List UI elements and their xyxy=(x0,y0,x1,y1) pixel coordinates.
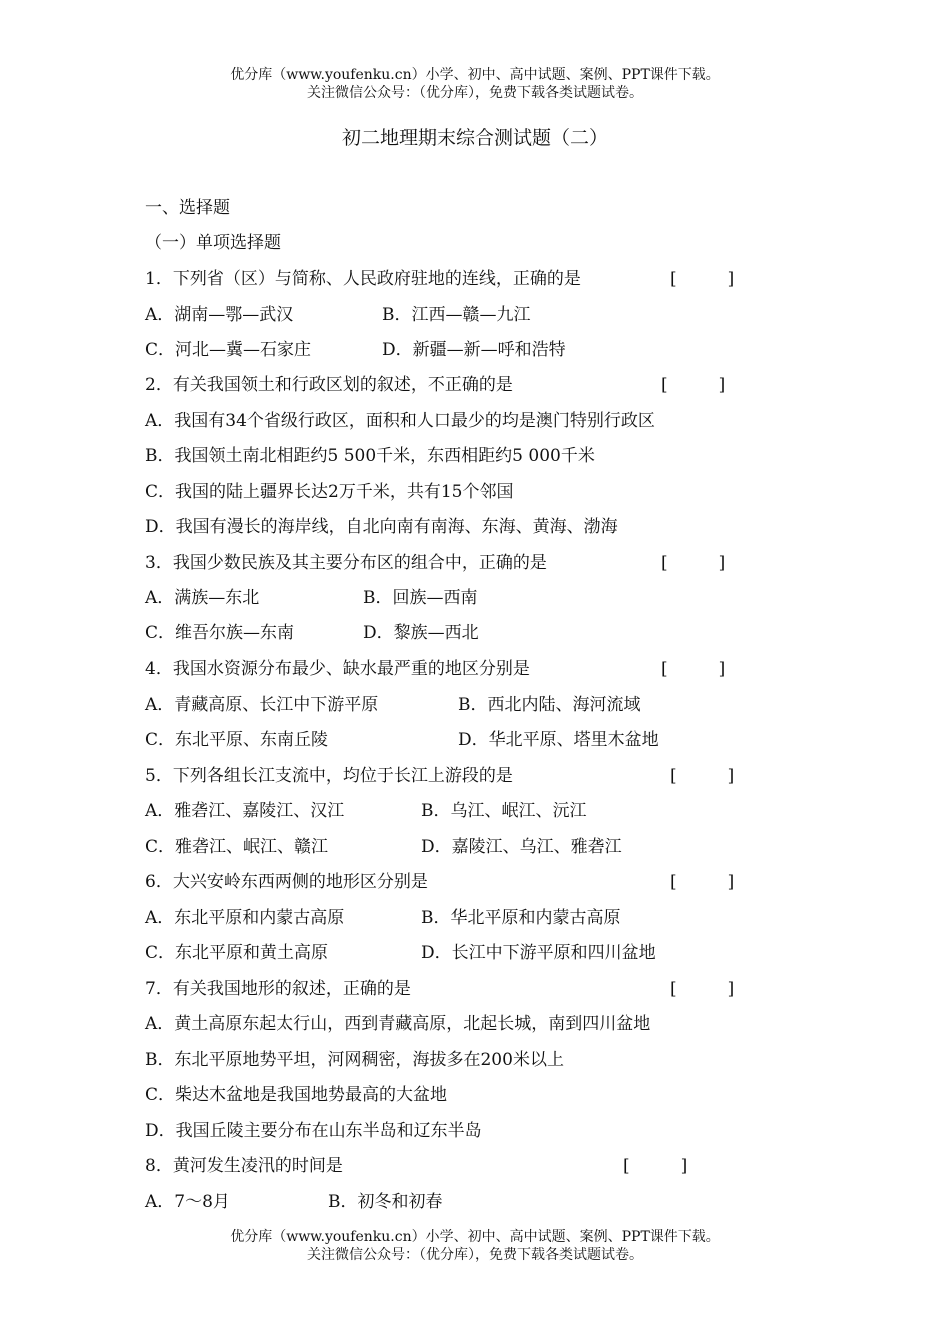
subsection-heading: （一）单项选择题 xyxy=(145,233,281,253)
question-stem: 3．我国少数民族及其主要分布区的组合中，正确的是 xyxy=(145,553,547,573)
option: B．江西—赣—九江 xyxy=(382,305,531,325)
question-stem: 5．下列各组长江支流中，均位于长江上游段的是 xyxy=(145,766,513,786)
option-row xyxy=(145,800,745,822)
option: C．东北平原和黄土高原 xyxy=(145,943,329,963)
option: D．嘉陵江、乌江、雅砻江 xyxy=(421,837,622,857)
option: B．华北平原和内蒙古高原 xyxy=(421,908,621,928)
option-row xyxy=(145,694,745,716)
question-5 xyxy=(145,765,745,787)
option: B．西北内陆、海河流域 xyxy=(458,695,641,715)
option: D．黎族—西北 xyxy=(363,623,479,643)
answer-bracket: [ ] xyxy=(670,872,735,892)
page-header xyxy=(0,66,950,102)
question-3 xyxy=(145,552,745,574)
option: A．黄土高原东起太行山，西到青藏高原，北起长城，南到四川盆地 xyxy=(145,1014,651,1034)
option: D．我国丘陵主要分布在山东半岛和辽东半岛 xyxy=(145,1121,482,1141)
footer-line-2: 关注微信公众号：（优分库），免费下载各类试题试卷。 xyxy=(307,1247,643,1263)
answer-bracket: [ ] xyxy=(661,553,726,573)
question-1 xyxy=(145,268,745,290)
option-row xyxy=(145,1191,745,1213)
option: A．满族—东北 xyxy=(145,588,260,608)
option: C．河北—冀—石家庄 xyxy=(145,340,312,360)
answer-bracket: [ ] xyxy=(670,979,735,999)
option: B．东北平原地势平坦，河网稠密，海拔多在200米以上 xyxy=(145,1050,564,1070)
question-4 xyxy=(145,658,745,680)
question-2 xyxy=(145,374,745,396)
option: B．回族—西南 xyxy=(363,588,478,608)
option: D．华北平原、塔里木盆地 xyxy=(458,730,659,750)
page-footer xyxy=(0,1228,950,1264)
answer-bracket: [ ] xyxy=(670,269,735,289)
option: B．我国领土南北相距约5 500千米，东西相距约5 000千米 xyxy=(145,446,595,466)
option: A．雅砻江、嘉陵江、汉江 xyxy=(145,801,345,821)
option: D．我国有漫长的海岸线，自北向南有南海、东海、黄海、渤海 xyxy=(145,517,618,537)
question-stem: 6．大兴安岭东西两侧的地形区分别是 xyxy=(145,872,428,892)
footer-line-1: 优分库（www.youfenku.cn）小学、初中、高中试题、案例、PPT课件下载。 xyxy=(230,1229,720,1245)
option: C．雅砻江、岷江、赣江 xyxy=(145,837,329,857)
header-line-2: 关注微信公众号：（优分库），免费下载各类试题试卷。 xyxy=(307,85,643,101)
option-row xyxy=(145,622,745,644)
option: A．东北平原和内蒙古高原 xyxy=(145,908,345,928)
question-6 xyxy=(145,871,745,893)
option-row xyxy=(145,836,745,858)
answer-bracket: [ ] xyxy=(661,375,726,395)
option: C．维吾尔族—东南 xyxy=(145,623,295,643)
option: A．我国有34个省级行政区，面积和人口最少的均是澳门特别行政区 xyxy=(145,411,655,431)
answer-bracket: [ ] xyxy=(661,659,726,679)
header-line-1: 优分库（www.youfenku.cn）小学、初中、高中试题、案例、PPT课件下载。 xyxy=(230,67,720,83)
option-row xyxy=(145,587,745,609)
page-title: 初二地理期末综合测试题（二） xyxy=(341,127,608,149)
option: C．柴达木盆地是我国地势最高的大盆地 xyxy=(145,1085,448,1105)
option: C．我国的陆上疆界长达2万千米，共有15个邻国 xyxy=(145,482,514,502)
option-row xyxy=(145,729,745,751)
option: B．初冬和初春 xyxy=(328,1192,443,1212)
option: A．青藏高原、长江中下游平原 xyxy=(145,695,379,715)
option: D．长江中下游平原和四川盆地 xyxy=(421,943,656,963)
section-heading: 一、选择题 xyxy=(145,198,230,218)
question-stem: 1．下列省（区）与简称、人民政府驻地的连线，正确的是 xyxy=(145,269,581,289)
answer-bracket: [ ] xyxy=(623,1156,688,1176)
option-row xyxy=(145,304,745,326)
question-8 xyxy=(145,1155,745,1177)
option-row xyxy=(145,907,745,929)
question-stem: 4．我国水资源分布最少、缺水最严重的地区分别是 xyxy=(145,659,530,679)
answer-bracket: [ ] xyxy=(670,766,735,786)
option: B．乌江、岷江、沅江 xyxy=(421,801,587,821)
option: D．新疆—新—呼和浩特 xyxy=(382,340,566,360)
question-7 xyxy=(145,978,745,1000)
question-stem: 7．有关我国地形的叙述，正确的是 xyxy=(145,979,411,999)
question-stem: 2．有关我国领土和行政区划的叙述，不正确的是 xyxy=(145,375,513,395)
question-stem: 8．黄河发生凌汛的时间是 xyxy=(145,1156,343,1176)
option-row xyxy=(145,942,745,964)
option: C．东北平原、东南丘陵 xyxy=(145,730,329,750)
option: A．7～8月 xyxy=(145,1192,230,1212)
option-row xyxy=(145,339,745,361)
option: A．湖南—鄂—武汉 xyxy=(145,305,294,325)
